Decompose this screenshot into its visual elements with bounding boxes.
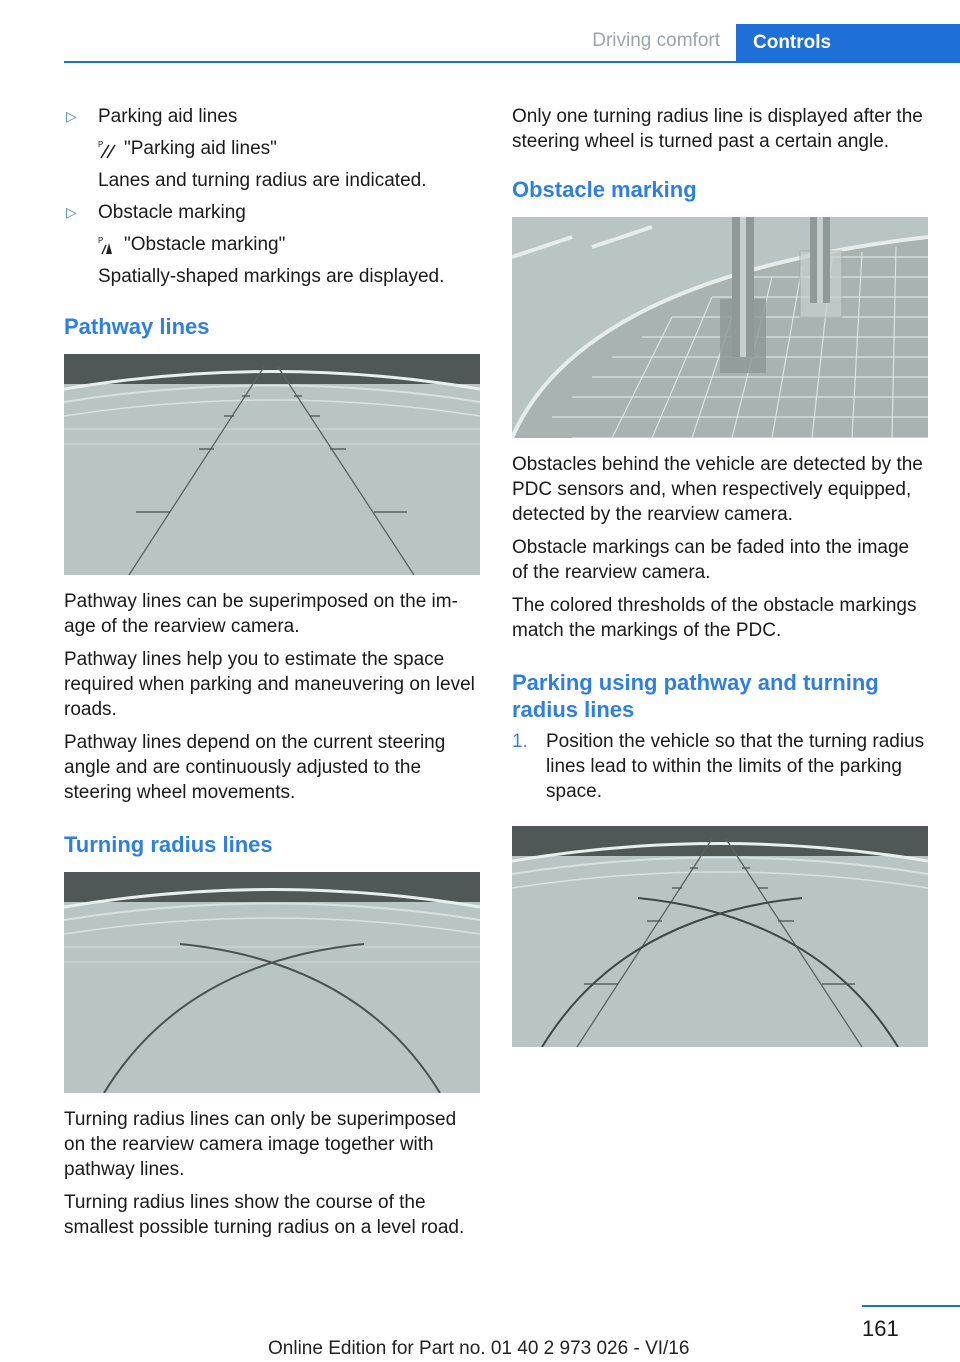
footer-rule [862, 1305, 960, 1307]
paragraph: Turning radius lines show the course of the smallest possible turning radius on a level road. [64, 1192, 465, 1238]
parking-aid-lines-icon [98, 139, 116, 159]
bullet-parking-aid [64, 104, 482, 193]
bullet-desc: Spatially-shaped markings are displayed. [98, 266, 445, 287]
bullet-title: Parking aid lines [98, 106, 238, 127]
menu-path [98, 232, 482, 257]
bullet-desc: Lanes and turning radius are indicated. [98, 170, 427, 191]
svg-text:P: P [98, 139, 104, 149]
pathway-lines-image [64, 354, 480, 575]
page-number: 161 [862, 1316, 899, 1341]
left-column [64, 104, 482, 1248]
paragraph: Turning radius lines can only be superimposed on the rearview camera image together with pathway lines. [64, 1109, 457, 1180]
bullet-obstacle [64, 200, 482, 289]
heading-obstacle-marking: Obstacle marking [512, 177, 697, 202]
paragraph: Obstacle markings can be faded into the image of the rearview camera. [512, 537, 910, 583]
header-tab: Controls [736, 24, 960, 62]
right-column [512, 104, 930, 1047]
step-number: 1. [512, 731, 528, 752]
header-rule [64, 61, 960, 63]
bullet-title: Obstacle marking [98, 202, 246, 223]
paragraph: The colored thresholds of the obstacle markings match the markings of the PDC. [512, 595, 917, 641]
triangle-bullet-icon: ▷ [66, 108, 77, 124]
heading-turning-radius-lines: Turning radius lines [64, 832, 273, 857]
page-header [0, 24, 960, 62]
pathway-and-turning-lines-image [512, 826, 928, 1047]
paragraph: Pathway lines depend on the current steering angle and are continuously adjusted to the steering wheel movements. [64, 732, 446, 803]
edition-footer: Online Edition for Part no. 01 40 2 973 026 - VI/16 [268, 1338, 690, 1359]
turning-radius-lines-image [64, 872, 480, 1093]
step-text: Position the vehicle so that the turning radius lines lead to within the limits of the parking space. [546, 731, 925, 802]
triangle-bullet-icon: ▷ [66, 204, 77, 220]
paragraph: Obstacles behind the vehicle are detected by the PDC sensors and, when respectively equipped, detected by the rearview camera. [512, 454, 923, 525]
obstacle-marking-image [512, 217, 928, 438]
obstacle-marking-icon [98, 235, 116, 255]
header-section: Driving comfort [592, 30, 720, 51]
paragraph: Pathway lines can be superimposed on the image of the rearview camera. [64, 591, 458, 637]
menu-path [98, 136, 482, 161]
numbered-step [512, 729, 930, 804]
menu-item-label: "Parking aid lines" [124, 138, 277, 159]
heading-pathway-lines: Pathway lines [64, 314, 210, 339]
menu-item-label: "Obstacle marking" [124, 234, 286, 255]
paragraph: Pathway lines help you to estimate the space required when parking and maneuvering on level roads. [64, 649, 475, 720]
paragraph: Only one turning radius line is displayed after the steering wheel is turned past a certain angle. [512, 106, 923, 152]
svg-text:P: P [98, 235, 104, 245]
heading-parking-using-lines: Parking using pathway and turning radius lines [512, 670, 879, 722]
